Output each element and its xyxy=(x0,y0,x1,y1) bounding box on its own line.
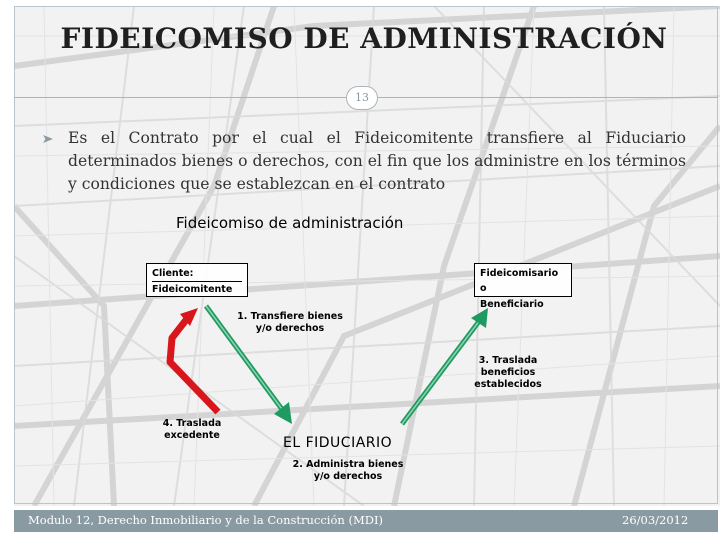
step3-label xyxy=(468,355,548,391)
footer-date: 26/03/2012 xyxy=(622,513,689,527)
step4-line2: excedente xyxy=(164,430,220,441)
step1-line2: y/o derechos xyxy=(255,323,325,334)
step3-line2: beneficios xyxy=(480,367,536,378)
fiduciario-label: EL FIDUCIARIO xyxy=(283,435,393,451)
page-number-badge: 13 xyxy=(346,86,378,110)
step2-line1: 2. Administra bienes xyxy=(292,459,404,470)
step2-label xyxy=(288,459,408,483)
step4-line1: 4. Traslada xyxy=(162,418,222,429)
step4-label xyxy=(156,418,228,442)
diagram-title: Fideicomiso de administración xyxy=(176,214,404,232)
step2-line2: y/o derechos xyxy=(313,471,383,482)
step3-line1: 3. Traslada xyxy=(478,355,538,366)
footer-course-label: Modulo 12, Derecho Inmobiliario y de la Construcción (MDI) xyxy=(28,513,383,527)
red-arrow-excedente xyxy=(170,308,218,412)
cliente-label: Cliente: xyxy=(152,266,242,282)
step3-line3: establecidos xyxy=(474,379,542,390)
slide-title: FIDEICOMISO DE ADMINISTRACIÓN xyxy=(60,22,668,55)
step1-line1: 1. Transfiere bienes xyxy=(237,311,343,322)
bullet-text: Es el Contrato por el cual el Fideicomitente transfiere al Fiduciario determinados bienes o derechos, con el fin que los administre en los términos y condiciones que se establezcan en el contrato xyxy=(68,129,686,193)
beneficiario-label: Beneficiario xyxy=(480,299,544,310)
step1-label xyxy=(230,311,350,335)
fideicomitente-label: Fideicomitente xyxy=(152,284,233,295)
fideicomisario-label: Fideicomisario o xyxy=(480,266,566,297)
